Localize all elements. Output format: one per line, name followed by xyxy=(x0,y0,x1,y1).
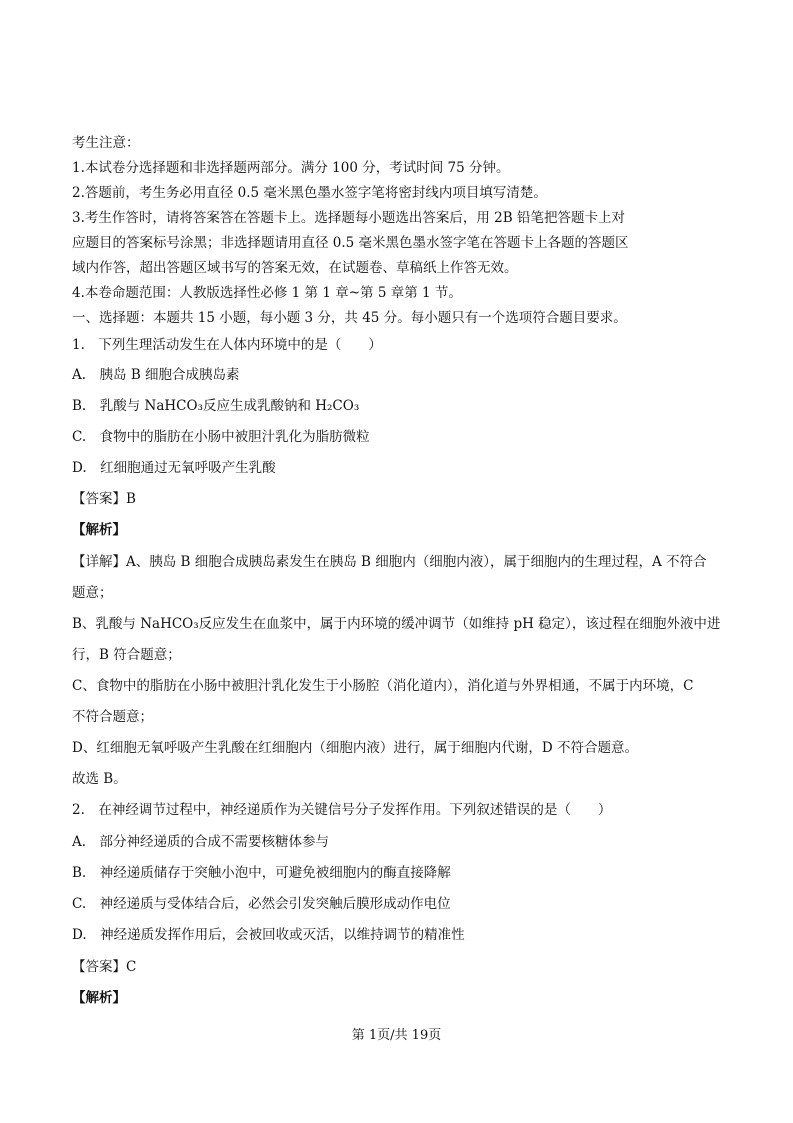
q1-detail-6: 不符合题意； xyxy=(72,709,153,725)
q2-option-a: A. 部分神经递质的合成不需要核糖体参与 xyxy=(72,834,330,850)
q2-stem: 2. 在神经调节过程中，神经递质作为关键信号分子发挥作用。下列叙述错误的是（ ） xyxy=(72,802,612,818)
q1-detail-7: D、红细胞无氧呼吸产生乳酸在红细胞内（细胞内液）进行，属于细胞内代谢，D 不符合题意。 xyxy=(72,740,638,756)
notice-item-3-cont2: 域内作答，超出答题区域书写的答案无效，在试题卷、草稿纸上作答无效。 xyxy=(72,260,518,276)
q1-analysis-label: 【解析】 xyxy=(72,522,126,538)
q2-option-d: D. 神经递质发挥作用后，会被回收或灭活，以维持调节的精准性 xyxy=(72,927,465,943)
q1-detail-4: 行，B 符合题意； xyxy=(72,647,181,663)
q1-detail-8: 故选 B。 xyxy=(72,771,127,787)
section-header: 一、选择题：本题共 15 小题，每小题 3 分，共 45 分。每小题只有一个选项符合题目要求。 xyxy=(72,310,627,326)
q2-answer: 【答案】C xyxy=(72,959,137,975)
notice-item-1: 1.本试卷分选择题和非选择题两部分。满分 100 分，考试时间 75 分钟。 xyxy=(72,160,510,176)
q1-answer: 【答案】B xyxy=(72,491,136,507)
q1-detail-1: 【详解】A、胰岛 B 细胞合成胰岛素发生在胰岛 B 细胞内（细胞内液），属于细胞内的生理过程，A 不符合 xyxy=(72,554,707,570)
q1-option-c: C. 食物中的脂肪在小肠中被胆汁乳化为脂肪微粒 xyxy=(72,429,370,445)
q1-detail-5: C、食物中的脂肪在小肠中被胆汁乳化发生于小肠腔（消化道内），消化道与外界相通，不属于内环境，C xyxy=(72,678,694,694)
notice-item-3-cont: 应题目的答案标号涂黑；非选择题请用直径 0.5 毫米黑色墨水签字笔在答题卡上各题的答题区 xyxy=(72,235,629,251)
notice-item-2: 2.答题前，考生务必用直径 0.5 毫米黑色墨水签字笔将密封线内项目填写清楚。 xyxy=(72,185,547,201)
q2-option-b: B. 神经递质储存于突触小泡中，可避免被细胞内的酶直接降解 xyxy=(72,865,451,881)
q1-stem: 1. 下列生理活动发生在人体内环境中的是（ ） xyxy=(72,337,382,353)
notice-title: 考生注意： xyxy=(72,135,140,151)
q1-option-a: A. 胰岛 B 细胞合成胰岛素 xyxy=(72,367,240,383)
q2-analysis-label: 【解析】 xyxy=(72,990,126,1006)
q1-option-b: B. 乳酸与 NaHCO₃反应生成乳酸钠和 H₂CO₃ xyxy=(72,398,360,414)
notice-item-3: 3.考生作答时，请将答案答在答题卡上。选择题每小题选出答案后，用 2B 铅笔把答题卡上对 xyxy=(72,210,625,226)
q1-detail-2: 题意； xyxy=(72,585,113,601)
q1-detail-3: B、乳酸与 NaHCO₃反应发生在血浆中，属于内环境的缓冲调节（如维持 pH 稳定），该过程在细胞外液中进 xyxy=(72,616,721,632)
q2-option-c: C. 神经递质与受体结合后，必然会引发突触后膜形成动作电位 xyxy=(72,896,451,912)
q1-option-d: D. 红细胞通过无氧呼吸产生乳酸 xyxy=(72,460,276,476)
notice-item-4: 4.本卷命题范围：人教版选择性必修 1 第 1 章~第 5 章第 1 节。 xyxy=(72,285,462,301)
page-footer: 第 1页/共 19页 xyxy=(351,1028,442,1043)
